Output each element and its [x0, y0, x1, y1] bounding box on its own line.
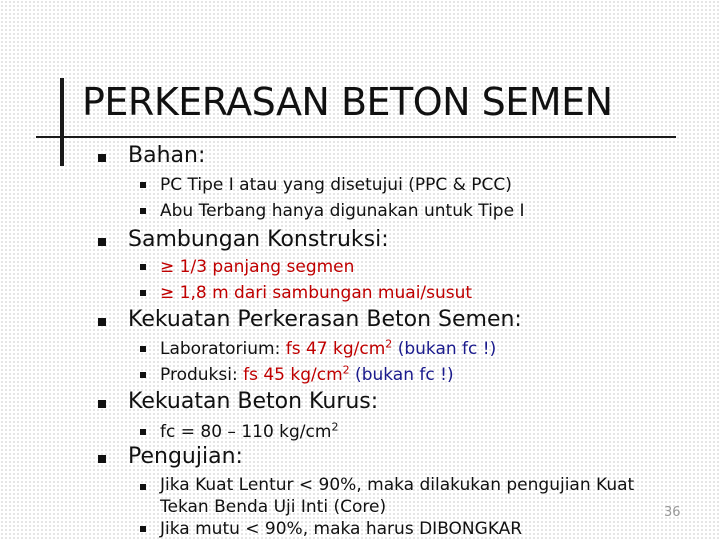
bullet-square-icon — [98, 154, 106, 162]
list-item-produksi — [160, 364, 454, 386]
item-suffix: (bukan fc !) — [392, 339, 497, 359]
section-heading-beton-kurus: Kekuatan Beton Kurus: — [128, 389, 379, 414]
list-item-sambungan-segmen: ≥ 1/3 panjang segmen — [160, 257, 355, 277]
sub-bullet-square-icon — [140, 484, 146, 490]
title-underline — [36, 136, 676, 138]
list-item-bahan-pc: PC Tipe I atau yang disetujui (PPC & PCC) — [160, 175, 512, 195]
item-text: fc = 80 – 110 kg/cm — [160, 422, 332, 442]
item-line-2: Tekan Benda Uji Inti (Core) — [160, 497, 387, 517]
sub-bullet-square-icon — [140, 346, 146, 352]
item-line-1: Jika Kuat Lentur < 90%, maka dilakukan pengujian Kuat — [160, 475, 635, 495]
item-superscript: 2 — [342, 363, 350, 377]
item-prefix: Produksi: — [160, 365, 244, 385]
section-heading-kekuatan-perkerasan: Kekuatan Perkerasan Beton Semen: — [128, 307, 522, 332]
list-item-sambungan-jarak: ≥ 1,8 m dari sambungan muai/susut — [160, 283, 473, 303]
item-value: fs 45 kg/cm — [243, 365, 343, 385]
item-superscript: 2 — [331, 420, 339, 434]
sub-bullet-square-icon — [140, 264, 146, 270]
list-item-dibongkar: Jika mutu < 90%, maka harus DIBONGKAR — [160, 519, 523, 539]
section-heading-bahan: Bahan: — [128, 143, 206, 168]
sub-bullet-square-icon — [140, 182, 146, 188]
sub-bullet-square-icon — [140, 208, 146, 214]
sub-bullet-square-icon — [140, 290, 146, 296]
section-heading-sambungan: Sambungan Konstruksi: — [128, 227, 389, 252]
bullet-square-icon — [98, 238, 106, 246]
slide-title: PERKERASAN BETON SEMEN — [82, 80, 613, 124]
list-item-fc — [160, 421, 338, 443]
bullet-square-icon — [98, 400, 106, 408]
item-superscript: 2 — [385, 337, 393, 351]
section-heading-pengujian: Pengujian: — [128, 444, 243, 469]
list-item-laboratorium — [160, 338, 496, 360]
sub-bullet-square-icon — [140, 429, 146, 435]
item-prefix: Laboratorium: — [160, 339, 286, 359]
item-value: fs 47 kg/cm — [285, 339, 386, 359]
sub-bullet-square-icon — [140, 372, 146, 378]
sub-bullet-square-icon — [140, 526, 146, 532]
list-item-bahan-abu: Abu Terbang hanya digunakan untuk Tipe I — [160, 201, 525, 221]
list-item-kuat-lentur — [160, 474, 634, 518]
title-accent-vertical-line — [60, 78, 64, 166]
page-number: 36 — [664, 505, 681, 520]
bullet-square-icon — [98, 455, 106, 463]
item-suffix: (bukan fc !) — [349, 365, 454, 385]
bullet-square-icon — [98, 318, 106, 326]
